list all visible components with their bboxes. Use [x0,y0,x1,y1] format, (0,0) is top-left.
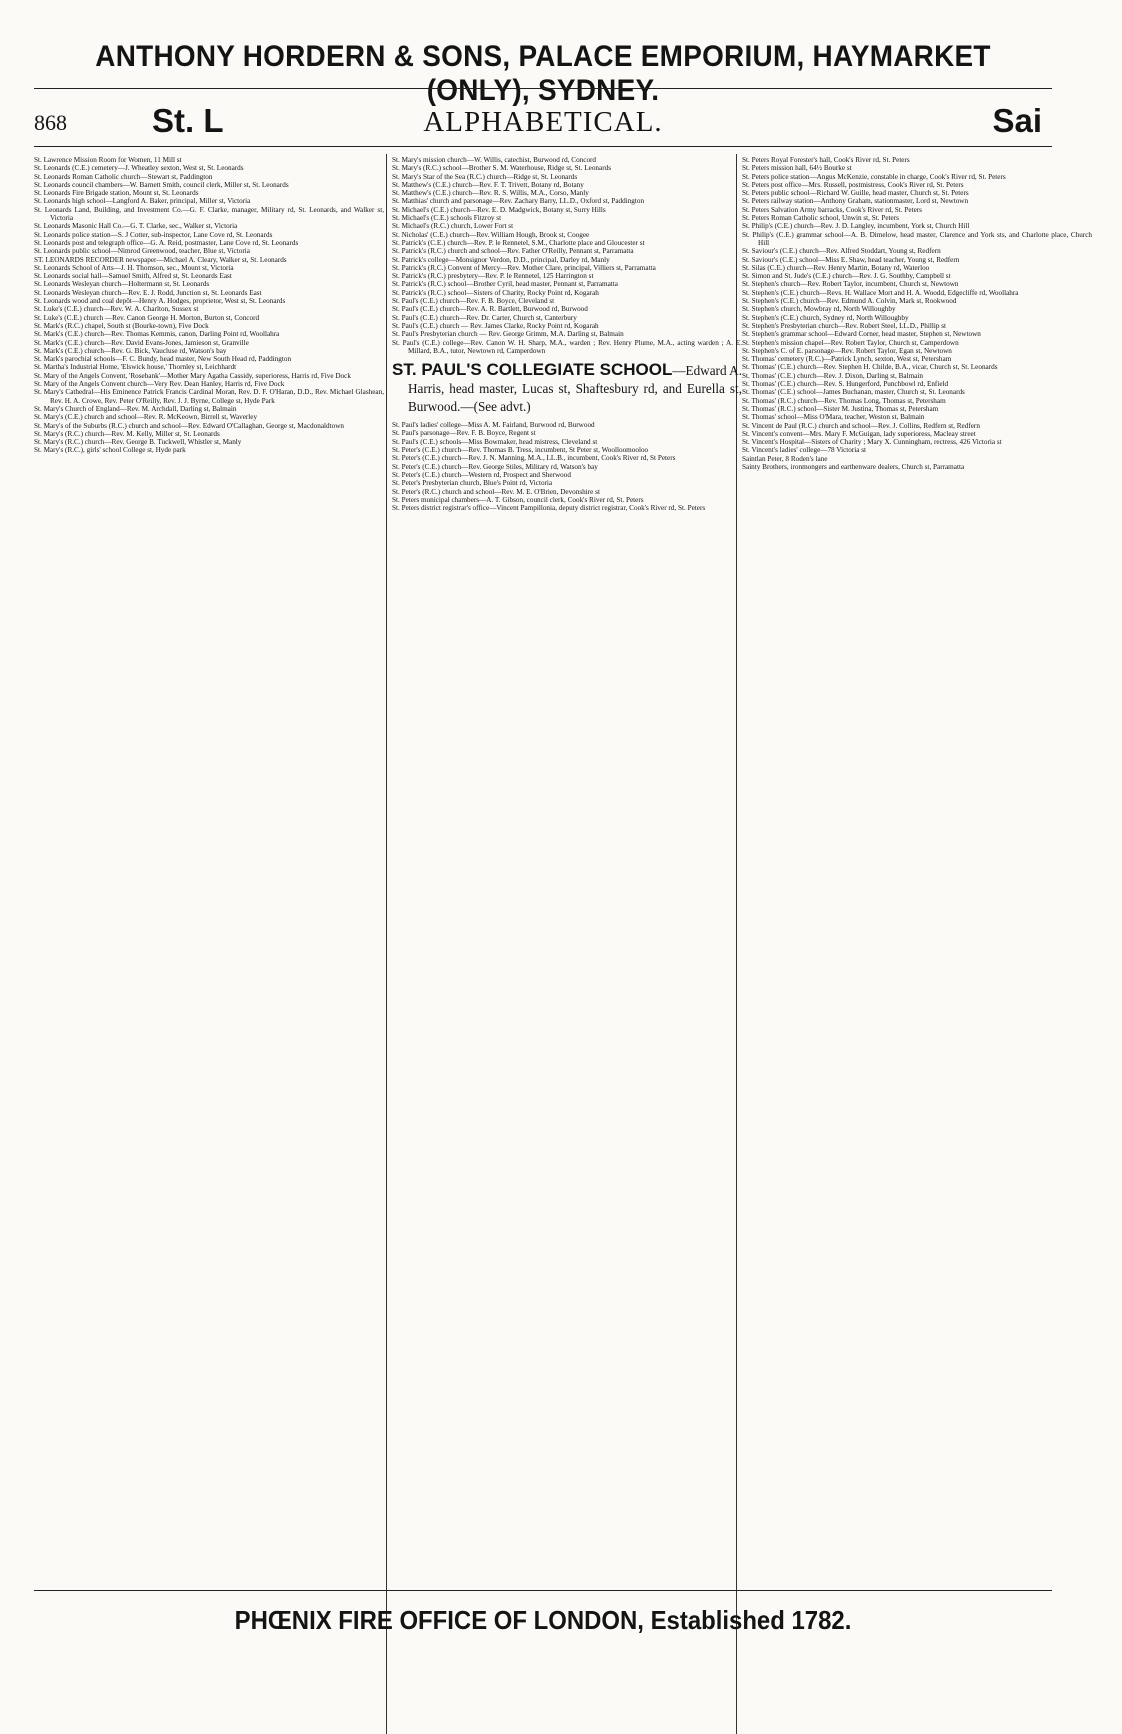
directory-entry: St. Patrick's (R.C.) school—Sisters of Charity, Rocky Point rd, Kogarah [392,288,599,297]
directory-entry: St. Patrick's college—Monsignor Verdon, D.D., principal, Darley rd, Manly [392,255,610,264]
directory-entry: St. Peters public school—Richard W. Guille, head master, Church st, St. Peters [742,189,969,198]
directory-entry: St. Patrick's (R.C.) presbytery—Rev. P. le Rennetel, 125 Harrington st [392,272,594,281]
header-rule [34,88,1052,89]
directory-entry: St. Paul's (C.E.) church—Rev. A. R. Bartlett, Burwood rd, Burwood [392,305,588,314]
directory-entry: St. Peters railway station—Anthony Graham, stationmaster, Lord st, Newtown [742,197,969,206]
directory-entry: St. Lawrence Mission Room for Women, 11 Mill st [34,156,182,164]
directory-entry: St. Paul's (C.E.) church — Rev. James Clarke, Rocky Point rd, Kogarah [392,321,599,330]
directory-entry: St. Leonards police station—S. J Cotter, sub-inspector, Lane Cove rd, St. Leonards [34,230,273,239]
directory-entry: St. Luke's (C.E.) church—Rev. W. A. Charlton, Sussex st [34,305,199,314]
directory-entry: St. Peters Roman Catholic school, Unwin st, St. Peters [742,214,899,223]
page-number: 868 [34,110,67,135]
directory-entry: St. Leonards Wesleyan church—Rev. E. J. Rodd, Junction st, St. Leonards East [34,288,262,297]
center-heading: ALPHABETICAL. [423,106,663,138]
directory-entry: St. Peters municipal chambers—A. T. Gibson, council clerk, Cook's River rd, St. Peters [392,495,644,504]
directory-entry: St. Stephen's church—Rev. Robert Taylor, incumbent, Church st, Newtown [742,280,959,289]
directory-entry: St. Paul's ladies' college—Miss A. M. Fairland, Burwood rd, Burwood [392,421,595,430]
directory-entry: St. Matthew's (C.E.) church—Rev. R. S. Willis, M.A., Corso, Manly [392,189,589,198]
directory-entry: St. Thomas' (C.E.) church—Rev. J. Dixon, Darling st, Balmain [742,371,923,380]
directory-entry: St. Peters district registrar's office—Vincent Pampillonia, deputy district registrar, Cook's River rd, St. Peters [392,504,706,513]
directory-entry: St. Vincent's convent—Mrs. Mary F. McGuigan, lady superioress, Macleay street [742,429,976,438]
directory-entry: ST. LEONARDS RECORDER newspaper—Michael A. Cleary, Walker st, St. Leonards [34,255,287,264]
directory-entry: St. Mary's Church of England—Rev. M. Archdall, Darling st, Balmain [34,404,237,413]
directory-entry: St. Mark's (R.C.) chapel, South st (Bourke-town), Five Dock [34,321,209,330]
footer-rule [34,1590,1052,1591]
directory-entry: St. Leonards council chambers—W. Barnett Smith, council clerk, Miller st, St. Leonards [34,180,289,189]
featured-entry-heading: ST. PAUL'S COLLEGIATE SCHOOL [392,360,673,380]
directory-entry: St. Peters police station—Angus McKenzie, constable in charge, Cook's River rd, St. Peters [742,172,1006,181]
directory-entry: St. Patrick's (R.C.) church and school—Rev. Father O'Reilly, Pennant st, Parramatta [392,247,634,256]
column-1 [34,156,384,1726]
directory-entry: St. Mark's (C.E.) church—Rev. David Evans-Jones, Jamieson st, Granville [34,338,249,347]
directory-entry: St. Stephen's church, Mowbray rd, North Willoughby [742,305,896,314]
directory-entry: St. Leonards Land, Building, and Investment Co.—G. F. Clarke, manager, Military rd, St. Leonards, and Walker st, Victoria [34,205,384,223]
directory-entry: St. Mary's Star of the Sea (R.C.) church—Ridge st, St. Leonards [392,172,578,181]
directory-entry: St. Mary of the Angels Convent, 'Rosebank'—Mother Mary Agatha Cassidy, superioress, Harris rd, Five Dock [34,371,351,380]
directory-entry: St. Michael's (R.C.) church, Lower Fort st [392,222,514,231]
directory-entry: St. Patrick's (C.E.) church—Rev. P. le Rennetel, S.M., Charlotte place and Gloucester st [392,238,645,247]
directory-entry: St. Mary of the Angels Convent church—Very Rev. Dean Hanley, Harris rd, Five Dock [34,380,285,389]
directory-entry: St. Mary's (R.C.) church—Rev. George B. Tuckwell, Whistler st, Manly [34,438,242,447]
directory-entry: St. Mary's (R.C.) church—Rev. M. Kelly, Miller st, St. Leonards [34,429,220,438]
directory-entry: St. Leonards wood and coal depôt—Henry A. Hodges, proprietor, West st, St. Leonards [34,297,286,306]
directory-entry: St. Patrick's (R.C.) Convent of Mercy—Rev. Mother Clare, principal, Villiers st, Parramatta [392,263,656,272]
directory-entry: St. Mary's (R.C.), girls' school College st, Hyde park [34,446,186,455]
directory-entry: St. Peter's (C.E.) church—Rev. J. N. Manning, M.A., LL.B., incumbent, Cook's River rd, St Peters [392,454,676,463]
directory-entry: St. Peters mission hall, 64½ Bourke st [742,164,852,173]
directory-entry: St. Paul's parsonage—Rev. F. B. Boyce, Regent st [392,429,536,438]
directory-entry: St. Peter's (R.C.) church and school—Rev. M. E. O'Brien, Devonshire st [392,487,600,496]
directory-entry: St. Thomas' (C.E.) school—James Buchanan, master, Church st, St. Leonards [742,388,965,397]
directory-entry: St. Mark's (C.E.) church—Rev. Thomas Kemmis, canon, Darling Point rd, Woollahra [34,330,280,339]
directory-entry: St. Thomas' (C.E.) church—Rev. Stephen H. Childe, B.A., vicar, Church st, St. Leonards [742,363,998,372]
directory-entry: St. Stephen's (C.E.) church—Revs. H. Wallace Mort and H. A. Woodd, Edgecliffe rd, Woollahra [742,288,1019,297]
directory-entry: St. Thomas' (R.C.) school—Sister M. Justina, Thomas st, Petersham [742,404,939,413]
running-head-rule [34,146,1052,147]
directory-entry: St. Martha's Industrial Home, 'Elswick house,' Thornley st, Leichhardt [34,363,237,372]
directory-entry: St. Leonards public school—Nimrod Greenwood, teacher, Blue st, Victoria [34,247,250,256]
directory-entry: St. Michael's (C.E.) church—Rev. E. D. Madgwick, Botany st, Surry Hills [392,205,606,214]
directory-entry: St. Saviour's (C.E.) church—Rev. Alfred Stoddart, Young st, Redfern [742,247,941,256]
directory-entry: St. Matthew's (C.E.) church—Rev. F. T. Trivett, Botany rd, Botany [392,180,584,189]
featured-entry-text: —Edward A. Harris, head master, Lucas st, Shaftesbury rd, and Eurella st, Burwood.—(See advt.) [408,363,742,415]
directory-entry: St. Stephen's (C.E.) church, Sydney rd, North Willoughby [742,313,909,322]
directory-entry: St. Stephen's Presbyterian church—Rev. Robert Steel, LL.D., Phillip st [742,321,947,330]
directory-entry: St. Peter's (C.E.) church—Rev. Thomas B. Tress, incumbent, St Peter st, Woolloomooloo [392,446,649,455]
directory-entry: St. Paul's (C.E.) church—Rev. Dr. Carter, Church st, Canterbury [392,313,577,322]
directory-entry: St. Philip's (C.E.) church—Rev. J. D. Langley, incumbent, York st, Church Hill [742,222,970,231]
directory-entry: St. Paul's (C.E.) church—Rev. F. B. Boyce, Cleveland st [392,297,555,306]
directory-entry: St. Stephen's grammar school—Edward Corner, head master, Stephen st, Newtown [742,330,981,339]
page-footer: PHŒNIX FIRE OFFICE OF LONDON, Established 1782. [234,1605,852,1635]
directory-entry: St. Luke's (C.E.) church —Rev. Canon George H. Morton, Burton st, Concord [34,313,260,322]
directory-entry: St. Matthias' church and parsonage—Rev. Zachary Barry, LL.D., Oxford st, Paddington [392,197,645,206]
directory-entry: St. Mark's parochial schools—F. C. Bundy, head master, New South Head rd, Paddington [34,355,292,364]
directory-entry: St. Mary's (R.C.) school—Brother S. M. Waterhouse, Ridge st, St. Leonards [392,164,611,173]
directory-entry: St. Leonards School of Arts—J. H. Thomson, sec., Mount st, Victoria [34,263,234,272]
directory-entry: St. Mary's of the Suburbs (R.C.) church and school—Rev. Edward O'Callaghan, George st, Macdonaldtown [34,421,344,430]
directory-entry: St. Philip's (C.E.) grammar school—A. B. Dimelow, head master, Clarence and York sts, and Charlotte place, Church Hill [742,230,1092,247]
directory-entry: St. Mary's (C.E.) church and school—Rev. R. McKeown, Birrell st, Waverley [34,413,258,422]
column-2 [392,156,742,1726]
directory-entry: St. Thomas' school—Miss O'Mara, teacher, Weston st, Balmain [742,413,925,422]
directory-entry: St. Peters post office—Mrs. Russell, postmistress, Cook's River rd, St. Peters [742,180,964,189]
directory-entry: St. Peter's (C.E.) church—Western rd, Prospect and Sherwood [392,470,571,479]
directory-entry: St. Leonards post and telegraph office—G. A. Reid, postmaster, Lane Cove rd, St. Leonards [34,238,299,247]
directory-entry: St. Thomas' (C.E.) church—Rev. S. Hungerford, Punchbowl rd, Enfield [742,380,949,389]
directory-entry: St. Mary's Cathedral—His Eminence Patrick Francis Cardinal Moran, Rev. D. F. O'Haran, D.D., Rev. Michael Glashean, Rev. H. A. Crowe, Rev. Peter O'Reilly, Rev. J. J. Byrne, College st, Hyde Park [34,388,384,405]
directory-entry: St. Simon and St. Jude's (C.E.) church—Rev. J. G. Southby, Campbell st [742,272,951,281]
directory-entry: St. Peters Salvation Army barracks, Cook's River rd, St. Peters [742,205,922,214]
featured-entry [392,361,742,415]
column-3 [742,156,1092,1726]
directory-entry: St. Vincent de Paul (R.C.) church and school—Rev. J. Collins, Redfern st, Redfern [742,421,980,430]
directory-entry: St. Peter's (C.E.) church—Rev. George Stiles, Military rd, Watson's bay [392,462,598,471]
column-divider [386,154,387,1734]
directory-entry: St. Thomas' (R.C.) church—Rev. Thomas Long, Thomas st, Petersham [742,396,946,405]
right-heading: Sai [992,102,1042,139]
directory-entry: St. Paul's (C.E.) college—Rev. Canon W. H. Sharp, M.A., warden ; Rev. Henry Plume, M.A., acting warden ; A. E. Millard, B.A., tutor, Newtown rd, Camperdown [392,338,742,355]
directory-entry: St. Peter's Presbyterian church, Blue's Point rd, Victoria [392,479,553,488]
directory-entry: St. Leonards (C.E.) cemetery—J. Wheatley sexton, West st, St. Leonards [34,164,244,173]
directory-entry: St. Patrick's (R.C.) school—Brother Cyril, head master, Pennant st, Parramatta [392,280,618,289]
directory-entry: St. Mary's mission church—W. Willis, catechist, Burwood rd, Concord [392,156,597,164]
directory-entry: St. Stephen's mission chapel—Rev. Robert Taylor, Church st, Camperdown [742,338,959,347]
directory-entry: St. Mark's (C.E.) church—Rev. G. Bick, Vaucluse rd, Watson's bay [34,346,227,355]
directory-entry: St. Vincent's ladies' college—78 Victoria st [742,446,867,455]
directory-entry: St. Stephen's (C.E.) church—Rev. Edmund A. Colvin, Mark st, Rookwood [742,297,957,306]
directory-entry: Sainty Brothers, ironmongers and earthenware dealers, Church st, Parramatta [742,462,965,471]
left-heading: St. L [152,102,224,139]
directory-entry: St. Leonards Wesleyan church—Holtermann st, St. Leonards [34,280,210,289]
directory-entry: St. Leonards Fire Brigade station, Mount st, St. Leonards [34,189,199,198]
directory-entry: St. Vincent's Hospital—Sisters of Charity ; Mary X. Cunningham, rectress, 426 Victoria st [742,438,1002,447]
directory-entry: Saintlan Peter, 8 Roden's lane [742,454,828,463]
directory-entry: St. Michael's (C.E.) schools Fitzroy st [392,214,502,223]
directory-entry: St. Leonards Roman Catholic church—Stewart st, Paddington [34,172,213,181]
directory-entry: St. Paul's (C.E.) schools—Miss Bowmaker, head mistress, Cleveland st [392,437,598,446]
directory-entry: St. Nicholas' (C.E.) church—Rev. William Hough, Brook st, Coogee [392,230,590,239]
directory-entry: St. Leonards Masonic Hall Co.—G. T. Clarke, sec., Walker st, Victoria [34,222,238,231]
directory-entry: St. Peters Royal Forester's hall, Cook's River rd, St. Peters [742,156,910,164]
directory-entry: St. Thomas' cemetery (R.C.)—Patrick Lynch, sexton, West st, Petersham [742,355,952,364]
directory-entry: St. Stephen's C. of E. parsonage—Rev. Robert Taylor, Egan st, Newtown [742,346,952,355]
directory-entry: St. Leonards social hall—Samuel Smith, Alfred st, St. Leonards East [34,272,232,281]
directory-entry: St. Silas (C.E.) church—Rev. Henry Martin, Botany rd, Waterloo [742,263,930,272]
page-header: ANTHONY HORDERN & SONS, PALACE EMPORIUM, HAYMARKET (ONLY), SYDNEY. [95,40,991,107]
running-head [34,104,1052,140]
directory-entry: St. Leonards high school—Langford A. Baker, principal, Miller st, Victoria [34,197,251,206]
directory-entry: St. Saviour's (C.E.) school—Miss E. Shaw, head teacher, Young st, Redfern [742,255,960,264]
directory-entry: St. Paul's Presbyterian church — Rev. George Grimm, M.A. Darling st, Balmain [392,330,624,339]
